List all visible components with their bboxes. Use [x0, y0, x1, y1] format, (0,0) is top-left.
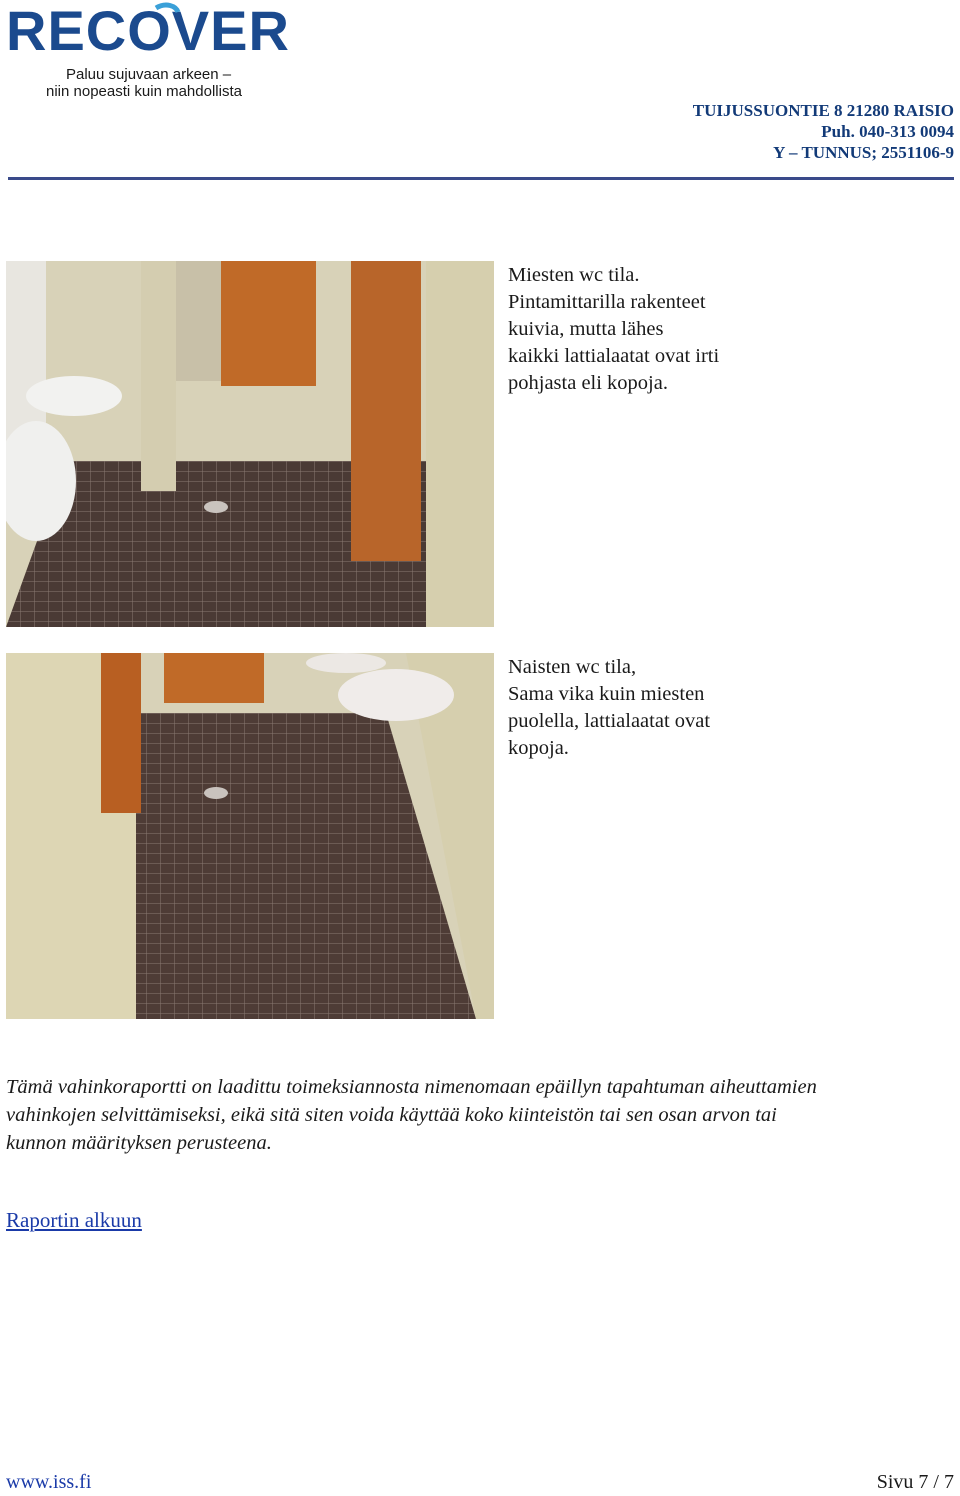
disclaimer-line: kunnon määrityksen perusteena.	[6, 1132, 272, 1154]
mens-wc-photo	[6, 261, 494, 627]
caption-line: Pintamittarilla rakenteet	[508, 291, 706, 313]
caption-line: Miesten wc tila.	[508, 264, 640, 286]
page-number: Sivu 7 / 7	[876, 1471, 954, 1493]
company-business-id: Y – TUNNUS; 2551106-9	[773, 143, 954, 162]
caption-line: Sama vika kuin miesten	[508, 683, 705, 705]
caption-line: kopoja.	[508, 737, 569, 759]
disclaimer	[6, 1073, 956, 1157]
mens-wc-caption	[508, 262, 928, 397]
logo-word: RECOVER	[6, 2, 290, 62]
disclaimer-line: Tämä vahinkoraportti on laadittu toimeksiannosta nimenomaan epäillyn tapahtuman aiheuttamien	[6, 1076, 817, 1098]
company-address: TUIJUSSUONTIE 8 21280 RAISIO	[692, 101, 954, 120]
caption-line: Naisten wc tila,	[508, 656, 637, 678]
header-divider	[8, 177, 954, 180]
report-start-link[interactable]: Raportin alkuun	[6, 1208, 142, 1232]
caption-line: kuivia, mutta lähes	[508, 318, 664, 340]
company-phone: Puh. 040-313 0094	[821, 122, 954, 141]
recover-logo	[6, 2, 316, 102]
caption-line: pohjasta eli kopoja.	[508, 372, 668, 394]
logo-tagline-line1: Paluu sujuvaan arkeen –	[66, 66, 232, 83]
womens-wc-photo	[6, 653, 494, 1019]
womens-wc-caption	[508, 654, 928, 762]
caption-line: kaikki lattialaatat ovat irti	[508, 345, 720, 367]
logo-tagline-line2: niin nopeasti kuin mahdollista	[46, 83, 242, 100]
website-link[interactable]: www.iss.fi	[6, 1471, 92, 1493]
disclaimer-line: vahinkojen selvittämiseksi, eikä sitä siten voida käyttää koko kiinteistön tai sen osan arvon tai	[6, 1104, 777, 1126]
company-info	[693, 100, 954, 163]
caption-line: puolella, lattialaatat ovat	[508, 710, 711, 732]
